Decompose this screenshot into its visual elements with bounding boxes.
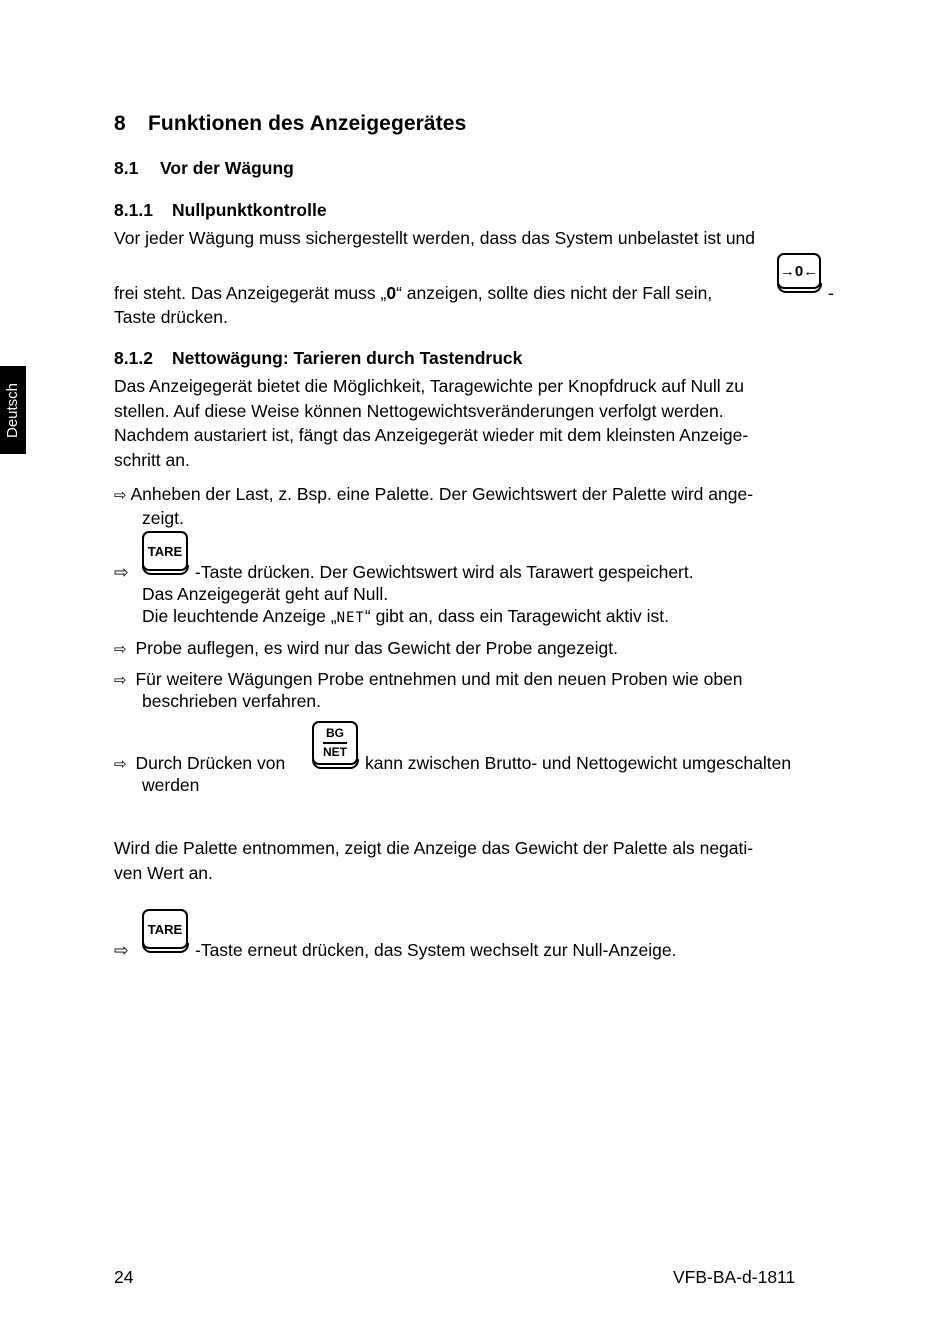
step-toggle-line2: werden (142, 775, 200, 795)
zero-dash: - (828, 283, 834, 303)
paragraph-line: Das Anzeigegerät bietet die Möglichkeit, Taragewichte per Knopfdruck auf Null zu (114, 376, 745, 396)
step-text: Für weitere Wägungen Probe entnehmen und mit den neuen Proben wie oben (135, 669, 743, 689)
subsubsection-number: 8.1.2 (114, 348, 153, 368)
zero-paragraph-line3: Taste drücken. (114, 307, 228, 327)
tare-key-icon (142, 531, 188, 571)
page-number: 24 (114, 1267, 134, 1287)
text-run: “ gibt an, dass ein Taragewicht aktiv ist. (364, 606, 670, 626)
net-key-label: NET (323, 745, 347, 759)
text-run: “ anzeigen, sollte dies nicht der Fall sein, (396, 283, 713, 303)
negative-value-paragraph (114, 836, 753, 885)
arrow-icon: ⇨ (114, 641, 127, 658)
zero-value: 0 (386, 283, 397, 303)
section-title: Funktionen des Anzeigegerätes (148, 112, 467, 135)
subsubsection-title: Nettowägung: Tarieren durch Tastendruck (172, 348, 523, 368)
section-heading (114, 112, 466, 136)
subsection-number: 8.1 (114, 158, 139, 178)
step-lift-load (114, 482, 753, 509)
language-side-tab (0, 366, 26, 454)
net-display-symbol: NET (336, 610, 365, 626)
bg-key-label: BG (326, 726, 344, 740)
paragraph-line: Wird die Palette entnommen, zeigt die Anzeige das Gewicht der Palette als negati- (114, 838, 754, 858)
step-press-tare-again: -Taste erneut drücken, das System wechselt zur Null-Anzeige. (195, 940, 677, 960)
subsection-heading (114, 158, 294, 179)
tare-key-label: TARE (147, 922, 183, 937)
zero-paragraph-line2 (114, 281, 712, 306)
paragraph-line: Nachdem austariert ist, fängt das Anzeigegerät wieder mit dem kleinsten Anzeige- (114, 425, 749, 445)
tare-key-icon (142, 909, 188, 949)
step-lift-load-line2: zeigt. (142, 508, 184, 528)
side-tab-label: Deutsch (4, 382, 22, 438)
step-toggle-gross-net (114, 751, 285, 778)
arrow-icon: ⇨ (114, 756, 127, 773)
bg-net-key-icon (312, 721, 358, 765)
tare-paragraph (114, 374, 748, 472)
subsection-title: Vor der Wägung (160, 158, 294, 178)
arrow-icon: ⇨ (114, 940, 129, 960)
step-press-tare-line2: Das Anzeigegerät geht auf Null. (142, 584, 389, 604)
step-further-weighings-line2: beschrieben verfahren. (142, 691, 321, 711)
step-press-tare: -Taste drücken. Der Gewichtswert wird als Tarawert gespeichert. (195, 562, 694, 582)
arrow-icon: ⇨ (114, 487, 127, 504)
arrow-icon: ⇨ (114, 672, 127, 689)
subsubsection-number: 8.1.1 (114, 200, 153, 220)
step-press-tare-line3 (142, 604, 669, 631)
subsubsection-heading-tare (114, 348, 522, 369)
zero-paragraph-line1: Vor jeder Wägung muss sichergestellt werden, dass das System unbelastet ist und (114, 228, 756, 248)
document-code: VFB-BA-d-1811 (673, 1267, 796, 1287)
step-text: Anheben der Last, z. Bsp. eine Palette. Der Gewichtswert der Palette wird ange- (130, 484, 754, 504)
step-place-sample (114, 636, 618, 663)
tare-key-label: TARE (147, 544, 183, 559)
subsubsection-title: Nullpunktkontrolle (172, 200, 327, 220)
step-text: Probe auflegen, es wird nur das Gewicht der Probe angezeigt. (135, 638, 618, 658)
step-toggle-text: kann zwischen Brutto- und Nettogewicht umgeschalten (365, 753, 792, 773)
subsubsection-heading-zero (114, 200, 327, 221)
paragraph-line: stellen. Auf diese Weise können Nettogewichtsveränderungen verfolgt werden. (114, 400, 724, 421)
section-number: 8 (114, 112, 126, 135)
step-text: Durch Drücken von (135, 753, 286, 773)
paragraph-line: ven Wert an. (114, 862, 213, 883)
zero-key-label: →0← (779, 263, 819, 280)
paragraph-line: schritt an. (114, 449, 190, 470)
text-run: Die leuchtende Anzeige „ (142, 606, 337, 626)
text-run: frei steht. Das Anzeigegerät muss „ (114, 283, 387, 303)
zero-key-icon (777, 253, 821, 289)
key-divider (323, 742, 347, 744)
arrow-icon: ⇨ (114, 562, 129, 582)
